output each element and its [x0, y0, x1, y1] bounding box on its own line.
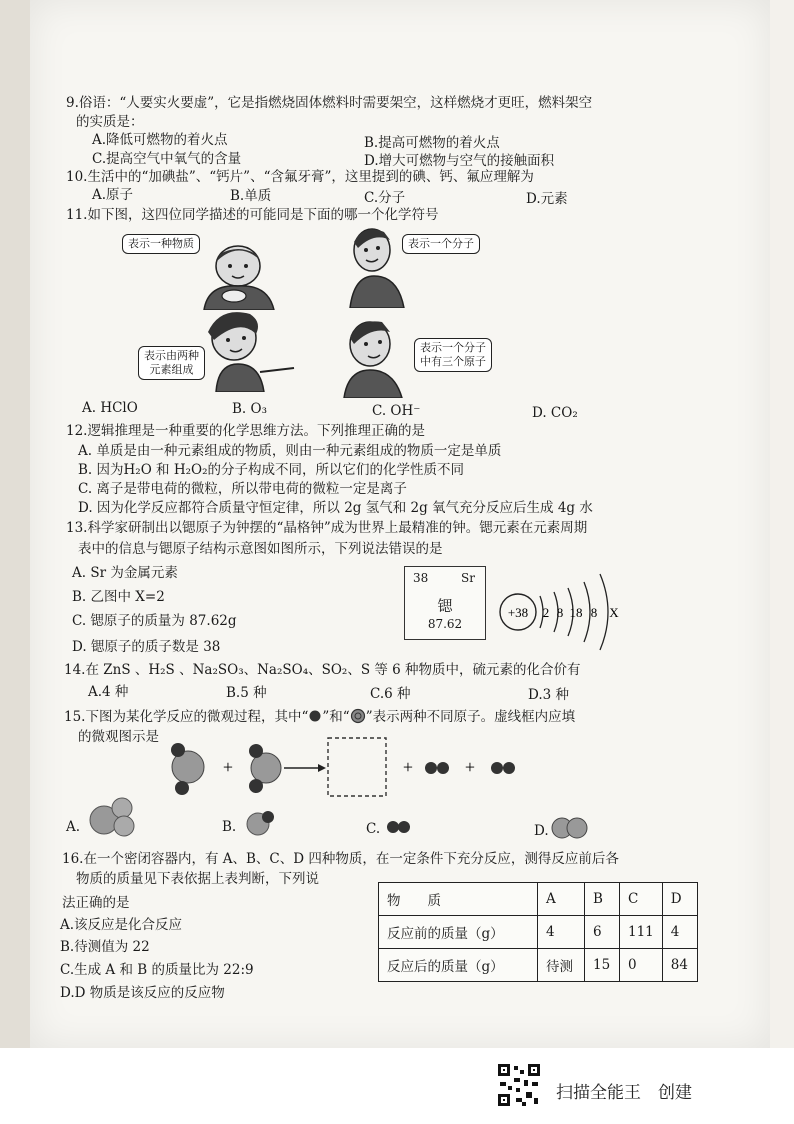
qr-code-icon	[496, 1062, 542, 1108]
q12-option-c: C. 离子是带电荷的微粒，所以带电荷的微粒一定是离子	[78, 481, 407, 497]
q15-stem-part1: 15.下图为某化学反应的微观过程，其中“	[64, 709, 309, 725]
shell-4-count: 8	[590, 605, 598, 620]
q11-option-a: A. HClO	[82, 400, 138, 416]
q11-bubble-4	[414, 338, 492, 372]
table-cell: 4	[538, 916, 585, 949]
q10-option-a: A.原子	[92, 187, 134, 203]
table-row	[379, 916, 698, 949]
q13-stem-line1: 13.科学家研制出以锶原子为钟摆的“晶格钟”成为世界上最精准的钟。锶元素在元素周期	[66, 520, 588, 536]
student-1-illustration	[190, 244, 280, 310]
q15-option-c-molecule	[384, 818, 414, 836]
q12-stem: 12.逻辑推理是一种重要的化学思维方法。下列推理正确的是	[66, 423, 425, 439]
q15-option-d-label: D.	[534, 823, 549, 839]
q15-stem-line2: 的微观图示是	[78, 729, 159, 745]
q15-stem-part2: ”和“	[322, 709, 350, 725]
q13-option-b: B. 乙图中 X=2	[72, 589, 165, 605]
empty-answer-box	[328, 738, 386, 796]
q11-bubble-4-line2: 中有三个原子	[420, 355, 486, 368]
q14-option-d: D.3 种	[528, 687, 570, 703]
table-cell: 4	[662, 916, 697, 949]
q15-option-b-molecule	[244, 808, 280, 838]
gray-atom-icon	[350, 708, 366, 724]
q9-option-d: D.增大可燃物与空气的接触面积	[364, 153, 555, 169]
black-atom-icon	[308, 709, 322, 723]
table-cell: 0	[620, 949, 663, 982]
table-row	[379, 949, 698, 982]
q9-option-b: B.提高可燃物的着火点	[364, 135, 500, 151]
q10-stem: 10.生活中的“加碘盐”、“钙片”、“含氟牙膏”，这里提到的碘、钙、氟应理解为	[66, 169, 534, 185]
element-name: 锶	[437, 597, 453, 615]
q11-bubble-4-line1: 表示一个分子	[420, 341, 486, 354]
table-header-row	[379, 883, 698, 916]
q16-option-b: B.待测值为 22	[60, 939, 150, 955]
table-cell: B	[585, 883, 620, 916]
q12-option-b: B. 因为H₂O 和 H₂O₂的分子构成不同，所以它们的化学性质不同	[78, 462, 465, 478]
q15-option-a-molecule	[86, 796, 136, 840]
table-cell: 84	[662, 949, 697, 982]
periodic-table-cell	[404, 566, 486, 640]
q13-option-d: D. 锶原子的质子数是 38	[72, 639, 221, 655]
q9-stem-line1: 9.俗语：“人要实火要虚”，它是指燃烧固体燃料时需要架空，这样燃烧才更旺，燃料架空	[66, 95, 593, 111]
q15-option-c-label: C.	[366, 821, 381, 837]
q12-option-d: D. 因为化学反应都符合质量守恒定律，所以 2g 氢气和 2g 氧气充分反应后生成 4g 水	[78, 500, 593, 516]
reaction-diagram	[160, 734, 540, 804]
svg-text:+: +	[464, 757, 476, 777]
nucleus-charge: +38	[507, 605, 529, 620]
element-symbol: Sr	[461, 571, 475, 585]
student-4-illustration	[336, 318, 412, 398]
q13-option-a: A. Sr 为金属元素	[72, 565, 178, 581]
q11-bubble-3-line1: 表示由两种	[144, 349, 199, 362]
q10-option-c: C.分子	[364, 190, 406, 206]
q9-option-c: C.提高空气中氧气的含量	[92, 151, 242, 167]
q14-stem: 14.在 ZnS 、H₂S 、Na₂SO₃、Na₂SO₄、SO₂、S 等 6 种物质中，硫元素的化合价有	[64, 662, 581, 678]
q9-stem-line2: 的实质是：	[76, 114, 144, 130]
shell-5-count: X	[609, 605, 619, 620]
q14-option-a: A.4 种	[88, 684, 129, 700]
q12-option-a: A. 单质是由一种元素组成的物质，则由一种元素组成的物质一定是单质	[78, 443, 502, 459]
svg-text:+: +	[402, 757, 414, 777]
q16-option-a: A.该反应是化合反应	[60, 917, 183, 933]
table-cell: 反应前的质量（g）	[379, 916, 538, 949]
table-cell: 6	[585, 916, 620, 949]
q11-stem: 11.如下图，这四位同学描述的可能同是下面的哪一个化学符号	[66, 207, 439, 223]
q15-stem-line1	[64, 708, 575, 726]
scanner-brand-text: 扫描全能王 创建	[556, 1083, 692, 1103]
student-2-illustration	[344, 226, 408, 308]
student-3-illustration	[190, 306, 300, 392]
atomic-number: 38	[413, 571, 429, 585]
q15-option-a-label: A.	[66, 819, 81, 835]
table-cell: 15	[585, 949, 620, 982]
q10-option-b: B.单质	[230, 188, 272, 204]
q11-bubble-1: 表示一种物质	[122, 234, 200, 254]
shell-3-count: 18	[569, 605, 583, 620]
mass-table	[378, 882, 698, 982]
q16-option-d: D.D 物质是该反应的反应物	[60, 985, 225, 1001]
shell-2-count: 8	[556, 605, 564, 620]
q14-option-b: B.5 种	[226, 685, 267, 701]
q15-option-b-label: B.	[222, 819, 237, 835]
q16-option-c: C.生成 A 和 B 的质量比为 22:9	[60, 962, 254, 978]
table-cell: 反应后的质量（g）	[379, 949, 538, 982]
table-cell: 物 质	[379, 883, 538, 916]
q16-stem-line3: 法正确的是	[62, 895, 130, 911]
q16-stem-line1: 16.在一个密闭容器内，有 A、B、C、D 四种物质，在一定条件下充分反应，测得反应前后各	[62, 851, 619, 867]
atomic-structure-diagram	[496, 566, 646, 658]
table-cell: 待测	[538, 949, 585, 982]
q11-bubble-3-line2: 元素组成	[149, 363, 194, 376]
table-cell: C	[620, 883, 663, 916]
table-cell: 111	[620, 916, 663, 949]
page-edge	[0, 0, 30, 1048]
q15-option-d-molecule	[550, 814, 590, 842]
table-cell: D	[662, 883, 697, 916]
q9-option-a: A.降低可燃物的着火点	[92, 132, 228, 148]
shell-1-count: 2	[542, 605, 550, 620]
q16-stem-line2: 物质的质量见下表依据上表判断，下列说	[76, 871, 319, 887]
atomic-mass: 87.62	[427, 617, 463, 631]
q11-bubble-2: 表示一个分子	[402, 234, 480, 254]
q11-option-d: D. CO₂	[532, 405, 578, 421]
q13-stem-line2: 表中的信息与锶原子结构示意图如图所示，下列说法错误的是	[78, 541, 443, 557]
q11-option-b: B. O₃	[232, 401, 267, 417]
q11-option-c: C. OH⁻	[372, 403, 421, 419]
table-cell: A	[538, 883, 585, 916]
q10-option-d: D.元素	[526, 191, 568, 207]
q14-option-c: C.6 种	[370, 686, 411, 702]
q15-stem-part3: ”表示两种不同原子。虚线框内应填	[365, 709, 576, 725]
svg-text:+: +	[222, 757, 234, 777]
q13-option-c: C. 锶原子的质量为 87.62g	[72, 613, 237, 629]
